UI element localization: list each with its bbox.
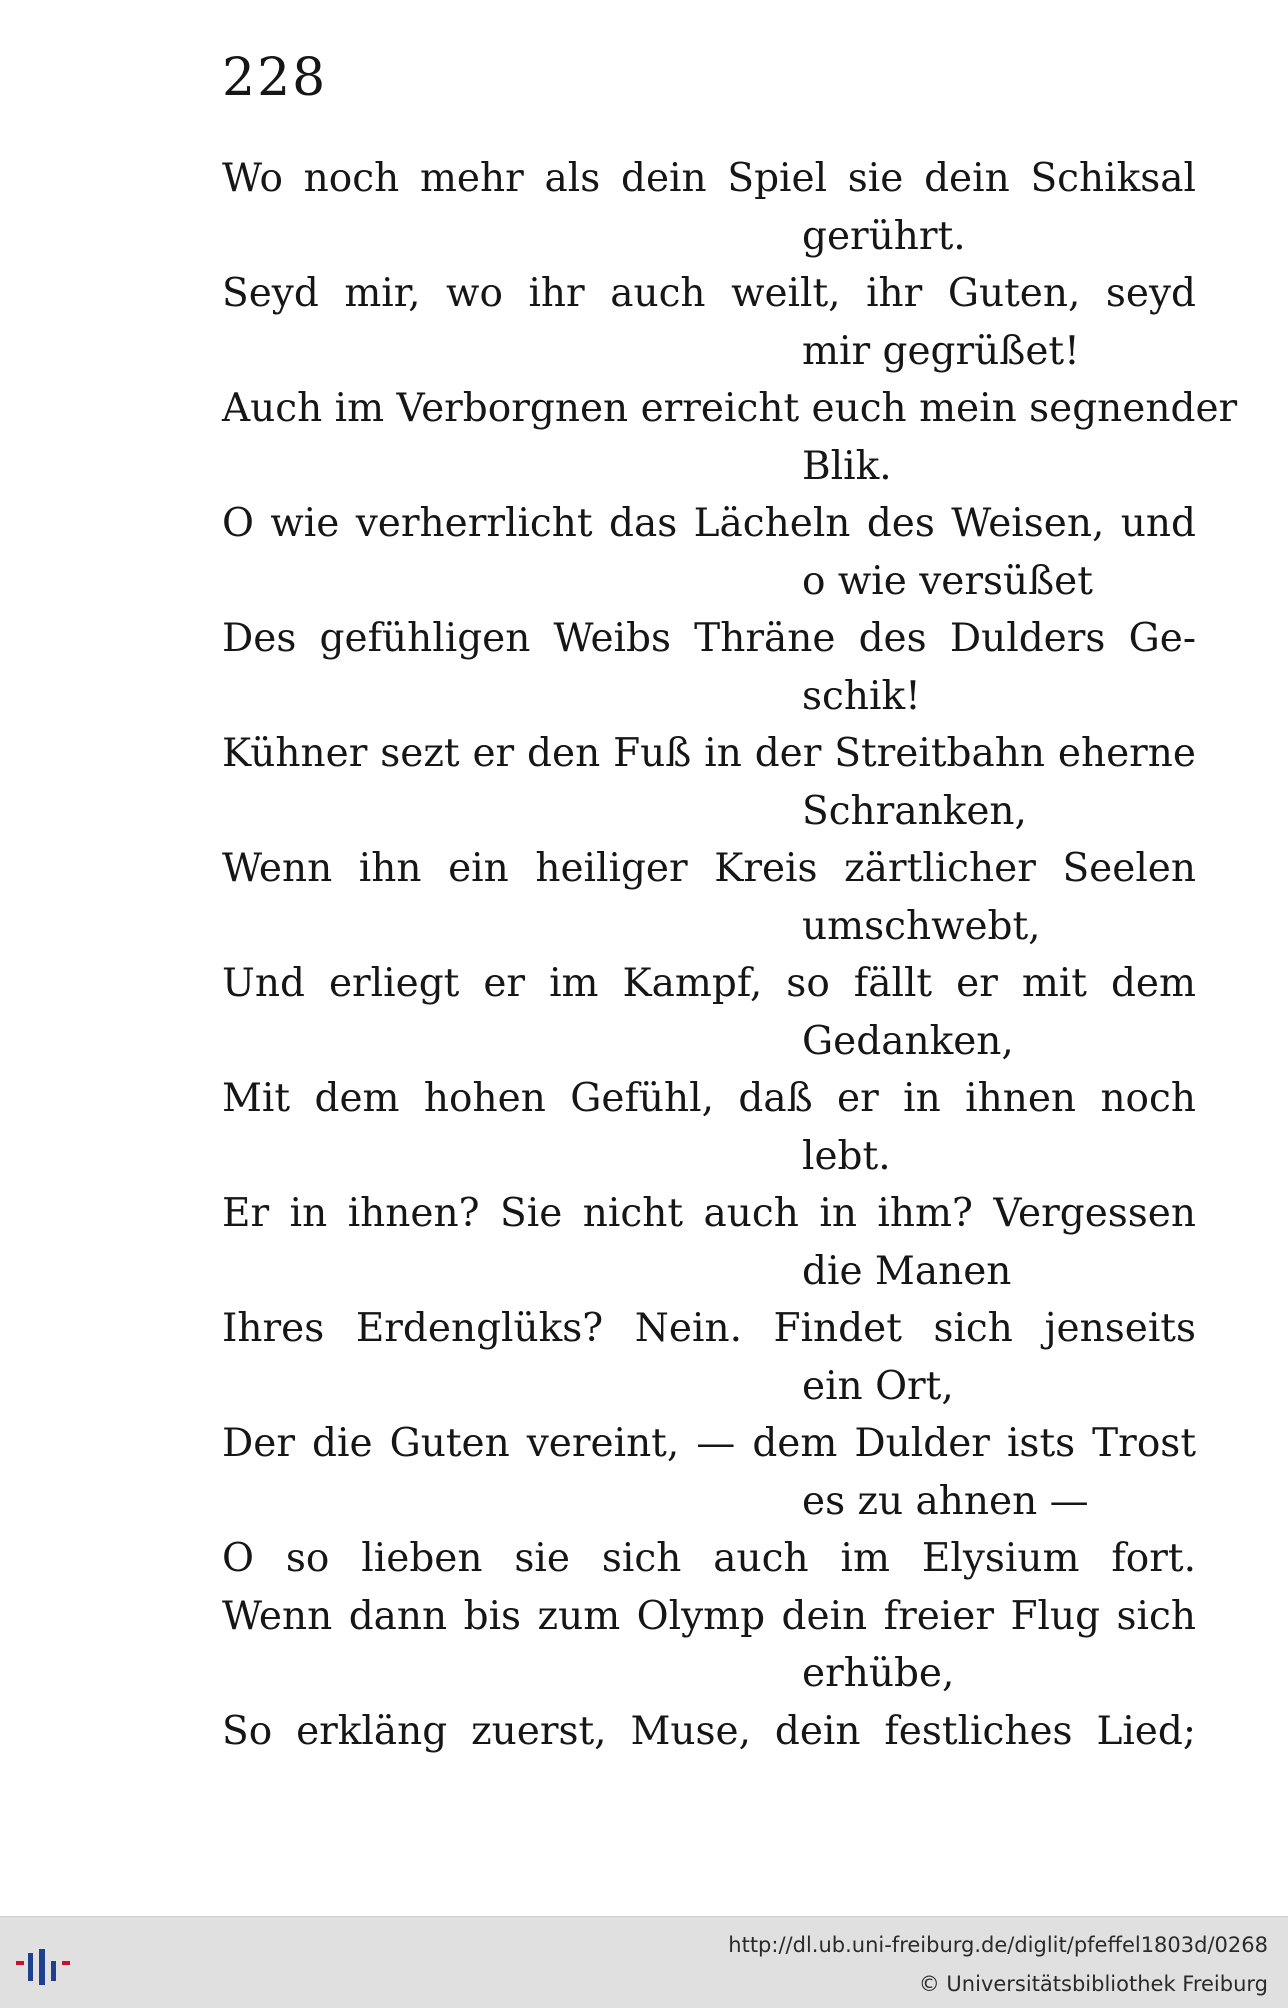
verse-line-main: Mit dem hohen Gefühl, daß er in ihnen noch xyxy=(222,1076,1196,1121)
verse-line-main: Kühner sezt er den Fuß in der Streitbahn eherne xyxy=(222,731,1196,776)
verse-line-continuation: erhübe, xyxy=(802,1651,955,1696)
verse-line-continuation: gerührt. xyxy=(802,213,966,259)
verse-line xyxy=(222,610,1202,725)
source-url[interactable]: http://dl.ub.uni-freiburg.de/diglit/pfeffel1803d/0268 xyxy=(728,1933,1268,1957)
verse-line-continuation: o wie versüßet xyxy=(802,558,1093,604)
verse-line-main: Des gefühligen Weibs Thräne des Dulders Ge- xyxy=(222,616,1196,661)
verse-line-main: Ihres Erdenglüks? Nein. Findet sich jenseits xyxy=(222,1306,1196,1351)
verse-line xyxy=(222,1703,1202,1761)
verse-line-main: O so lieben sie sich auch im Elysium fort. xyxy=(222,1536,1196,1581)
verse-line xyxy=(222,955,1202,1070)
verse-line-main: Seyd mir, wo ihr auch weilt, ihr Guten, seyd xyxy=(222,271,1196,316)
copyright-notice: © Universitätsbibliothek Freiburg xyxy=(918,1972,1268,1996)
verse-line-main: So erkläng zuerst, Muse, dein festliches Lied; xyxy=(222,1708,1196,1754)
verse-line-continuation: schik! xyxy=(802,673,921,719)
ub-freiburg-logo-icon[interactable] xyxy=(14,1947,84,1987)
verse-line-continuation: lebt. xyxy=(802,1133,891,1179)
verse-line xyxy=(222,265,1202,380)
verse-line-main: Er in ihnen? Sie nicht auch in ihm? Vergessen xyxy=(222,1191,1196,1236)
verse-line xyxy=(222,150,1202,265)
verse-line xyxy=(222,380,1238,495)
verse-line-main: O wie verherrlicht das Lächeln des Weisen, und xyxy=(222,501,1196,546)
viewer-footer xyxy=(0,1916,1288,2008)
verse-line-continuation: Schranken, xyxy=(802,788,1027,834)
verse-line xyxy=(222,1415,1202,1530)
verse-line-main: Der die Guten vereint, — dem Dulder ists Trost xyxy=(222,1421,1196,1466)
verse-line-continuation: es zu ahnen — xyxy=(802,1478,1089,1524)
poem-text xyxy=(222,150,1238,1760)
verse-line xyxy=(222,1185,1202,1300)
verse-line xyxy=(222,840,1202,955)
verse-line-continuation: Gedanken, xyxy=(802,1018,1014,1064)
verse-line xyxy=(222,495,1202,610)
verse-line xyxy=(222,1530,1202,1588)
verse-line xyxy=(222,1588,1202,1703)
verse-line-continuation: mir gegrüßet! xyxy=(802,328,1080,374)
verse-line-continuation: umschwebt, xyxy=(802,903,1041,949)
verse-line-main: Wenn ihn ein heiliger Kreis zärtlicher Seelen xyxy=(222,846,1196,891)
verse-line-continuation: ein Ort, xyxy=(802,1363,954,1409)
verse-line-main: Und erliegt er im Kampf, so fällt er mit dem xyxy=(222,961,1196,1006)
verse-line-main: Wenn dann bis zum Olymp dein freier Flug sich xyxy=(222,1593,1196,1639)
verse-line-continuation: die Manen xyxy=(802,1248,1012,1294)
verse-line-main: Auch im Verborgnen erreicht euch mein segnender xyxy=(222,386,1238,431)
verse-line xyxy=(222,1300,1202,1415)
page-number: 228 xyxy=(222,48,328,108)
verse-line-continuation: Blik. xyxy=(802,443,892,489)
verse-line-main: Wo noch mehr als dein Spiel sie dein Schiksal xyxy=(222,156,1196,201)
verse-line xyxy=(222,1070,1202,1185)
verse-line xyxy=(222,725,1202,840)
